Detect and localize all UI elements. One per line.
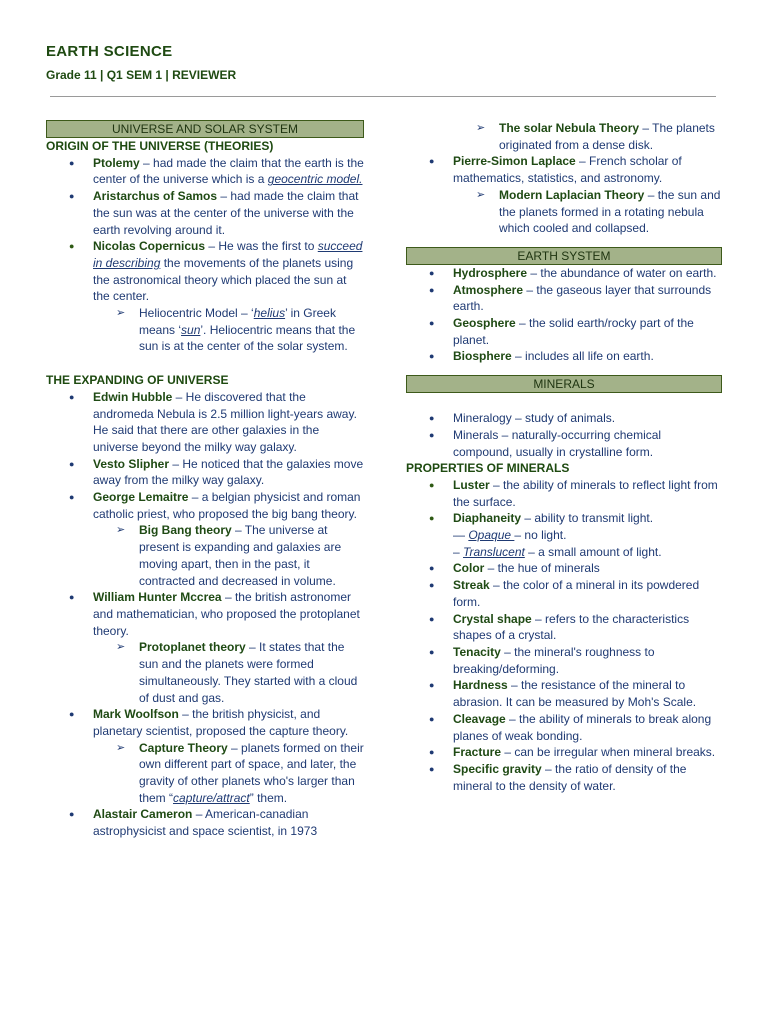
desc-tenacity: – the mineral's roughness to breaking/deforming. <box>453 644 655 676</box>
desc-mineralogy: Mineralogy – study of animals. <box>453 411 616 426</box>
underline-geocentric: geocentric model. <box>267 172 363 187</box>
header-divider <box>50 96 716 97</box>
translucent-prefix: – <box>453 544 464 559</box>
document-title: EARTH SCIENCE <box>46 43 173 60</box>
desc-modern-laplacian: – the sun and the planets formed in a rotating nebula which cooled and collapsed. <box>499 187 721 236</box>
list-item-ptolemy <box>46 155 364 188</box>
list-item-geosphere <box>406 315 722 348</box>
term-specific-gravity: Specific gravity <box>453 761 542 776</box>
desc-atmosphere: – the gaseous layer that surrounds earth. <box>453 282 712 314</box>
sub-item-capture <box>46 740 364 807</box>
desc-protoplanet: – It states that the sun and the planets were formed simultaneously. They started with a cloud of dust and gas. <box>139 640 358 705</box>
term-luster: Luster <box>453 477 490 492</box>
term-protoplanet: Protoplanet theory <box>139 640 246 655</box>
origin-list <box>46 155 364 355</box>
term-crystal-shape: Crystal shape <box>453 611 532 626</box>
desc-opaque: – no light. <box>514 528 567 543</box>
desc-crystal-shape: – refers to the characteristics shapes of a crystal. <box>453 611 690 643</box>
term-mccrea: William Hunter Mccrea <box>93 590 222 605</box>
term-color: Color <box>453 561 485 576</box>
desc-aristarchus: – had made the claim that the sun was at the center of the universe with the earth revolving around it. <box>93 189 359 237</box>
desc-copernicus-1: – He was the first to <box>205 239 318 254</box>
earth-system-list <box>406 265 722 365</box>
term-woolfson: Mark Woolfson <box>93 707 179 722</box>
term-ptolemy: Ptolemy <box>93 155 140 170</box>
desc-minerals: Minerals – naturally-occurring chemical compound, usually in crystalline form. <box>453 427 662 459</box>
term-fracture: Fracture <box>453 745 502 760</box>
desc-diaphaneity: – ability to transmit light. <box>521 511 654 526</box>
desc-capture-2: ” them. <box>249 790 288 805</box>
properties-list <box>406 477 722 794</box>
underline-succeed: succeed in describing <box>93 239 363 270</box>
term-atmosphere: Atmosphere <box>453 282 524 297</box>
desc-fracture: – can be irregular when mineral breaks. <box>501 745 716 760</box>
list-item-streak <box>406 577 722 610</box>
heading-origin-of-universe: ORIGIN OF THE UNIVERSE (THEORIES) <box>46 139 274 153</box>
list-item-slipher <box>46 456 364 489</box>
helio-text-2: ’ in Greek means ‘ <box>139 306 336 337</box>
list-item-aristarchus <box>46 188 364 238</box>
list-item-biosphere <box>406 348 722 365</box>
term-streak: Streak <box>453 578 490 593</box>
list-item-hydrosphere <box>406 265 722 282</box>
term-diaphaneity: Diaphaneity <box>453 511 522 526</box>
desc-mccrea: – the british astronomer and mathematician, who proposed the protoplanet theory. <box>93 590 360 638</box>
term-hydrosphere: Hydrosphere <box>453 265 528 280</box>
expanding-list <box>46 389 364 840</box>
desc-biosphere: – includes all life on earth. <box>511 349 654 364</box>
desc-luster: – the ability of minerals to reflect light from the surface. <box>453 477 718 509</box>
sub-item-big-bang <box>46 522 364 589</box>
list-item-mineralogy <box>406 410 722 427</box>
list-item-luster <box>406 477 722 510</box>
underline-helius: helius <box>253 306 286 321</box>
list-item-lemaitre <box>46 489 364 522</box>
list-item-minerals-definition <box>406 427 722 460</box>
list-item-atmosphere <box>406 282 722 315</box>
desc-cleavage: – the ability of minerals to break along planes of weak bonding. <box>453 711 712 743</box>
underline-capture-attract: capture/attract <box>173 790 250 805</box>
desc-specific-gravity: – the ratio of density of the mineral to the density of water. <box>453 761 687 793</box>
heading-expanding-universe: THE EXPANDING OF UNIVERSE <box>46 373 229 388</box>
list-item-specific-gravity <box>406 761 722 794</box>
desc-hardness: – the resistance of the mineral to abrasion. It can be measured by Moh's Scale. <box>453 678 697 710</box>
desc-hubble: – He discovered that the andromeda Nebula is 2.5 million light-years away. He said that there are other galaxies in the universe beyond the milky way galaxy. <box>93 389 357 454</box>
minerals-list <box>406 410 722 460</box>
term-slipher: Vesto Slipher <box>93 456 170 471</box>
opaque-prefix: — <box>453 528 469 543</box>
desc-laplace: – French scholar of mathematics, statistics, and astronomy. <box>453 154 682 186</box>
underline-opaque: Opaque <box>468 528 515 543</box>
term-tenacity: Tenacity <box>453 644 501 659</box>
desc-geosphere: – the solid earth/rocky part of the planet. <box>453 316 694 347</box>
diaphaneity-translucent <box>453 544 722 561</box>
underline-translucent: Translucent <box>463 544 525 559</box>
term-solar-nebula: The solar Nebula Theory <box>499 121 640 135</box>
document-subtitle: Grade 11 | Q1 SEM 1 | REVIEWER <box>46 68 237 82</box>
desc-lemaitre: – a belgian physicist and roman catholic priest, who proposed the big bang theory. <box>93 490 361 521</box>
term-modern-laplacian: Modern Laplacian Theory <box>499 187 645 202</box>
section-box-universe: UNIVERSE AND SOLAR SYSTEM <box>46 120 364 138</box>
list-item-fracture <box>406 744 722 761</box>
sub-item-protoplanet <box>46 639 364 706</box>
term-hardness: Hardness <box>453 678 508 693</box>
desc-copernicus-2: the movements of the planets using the astronomical theory which placed the sun at the center. <box>93 255 354 304</box>
section-box-earth-system: EARTH SYSTEM <box>406 247 722 265</box>
list-item-cameron <box>46 806 364 839</box>
desc-color: – the hue of minerals <box>484 561 600 576</box>
list-item-woolfson <box>46 706 364 739</box>
term-laplace: Pierre-Simon Laplace <box>453 154 576 169</box>
underline-sun: sun <box>181 322 201 337</box>
heading-properties-of-minerals: PROPERTIES OF MINERALS <box>406 461 570 476</box>
sub-item-heliocentric <box>46 305 364 355</box>
term-aristarchus: Aristarchus of Samos <box>93 189 218 204</box>
list-item-copernicus <box>46 238 364 305</box>
term-cameron: Alastair Cameron <box>93 807 193 822</box>
term-hubble: Edwin Hubble <box>93 389 173 404</box>
nebula-list <box>406 120 722 237</box>
desc-solar-nebula: – The planets originated from a dense disk. <box>499 121 715 152</box>
desc-big-bang: – The universe at present is expanding and galaxies are moving apart, then in the past, it contracted and decreased in volume. <box>139 523 342 588</box>
list-item-hardness <box>406 677 722 710</box>
sub-item-modern-laplacian <box>406 187 722 237</box>
list-item-hubble <box>46 389 364 456</box>
desc-ptolemy: – had made the claim that the earth is the center of the universe which is a <box>93 155 364 187</box>
desc-woolfson: – the british physicist, and planetary scientist, proposed the capture theory. <box>93 707 349 738</box>
term-big-bang: Big Bang theory <box>139 523 232 538</box>
desc-streak: – the color of a mineral in its powdered form. <box>453 578 700 609</box>
sub-item-solar-nebula <box>406 120 722 153</box>
desc-capture-1: – planets formed on their own different part of space, and later, the gravity of other planets who's larger than them “ <box>139 740 364 805</box>
desc-hydrosphere: – the abundance of water on earth. <box>527 265 717 280</box>
term-copernicus: Nicolas Copernicus <box>93 239 206 254</box>
term-capture: Capture Theory <box>139 740 228 755</box>
list-item-crystal-shape <box>406 611 722 644</box>
list-item-mccrea <box>46 589 364 639</box>
list-item-color <box>406 560 722 577</box>
helio-text-3: ’. Heliocentric means that the sun is at the center of the solar system. <box>139 322 356 354</box>
term-geosphere: Geosphere <box>453 316 516 331</box>
term-lemaitre: George Lemaitre <box>93 490 189 505</box>
section-box-minerals: MINERALS <box>406 375 722 393</box>
list-item-laplace <box>406 153 722 186</box>
helio-text-1: Heliocentric Model – ‘ <box>139 306 254 321</box>
desc-translucent: – a small amount of light. <box>524 544 662 559</box>
term-cleavage: Cleavage <box>453 711 506 726</box>
term-biosphere: Biosphere <box>453 349 512 364</box>
list-item-cleavage <box>406 711 722 744</box>
right-column <box>406 120 722 794</box>
diaphaneity-opaque <box>453 527 722 544</box>
list-item-diaphaneity <box>406 510 722 560</box>
desc-cameron: – American-canadian astrophysicist and space scientist, in 1973 <box>93 807 318 839</box>
desc-slipher: – He noticed that the galaxies move away from the milky way galaxy. <box>93 456 364 488</box>
list-item-tenacity <box>406 644 722 677</box>
left-column <box>46 120 364 840</box>
